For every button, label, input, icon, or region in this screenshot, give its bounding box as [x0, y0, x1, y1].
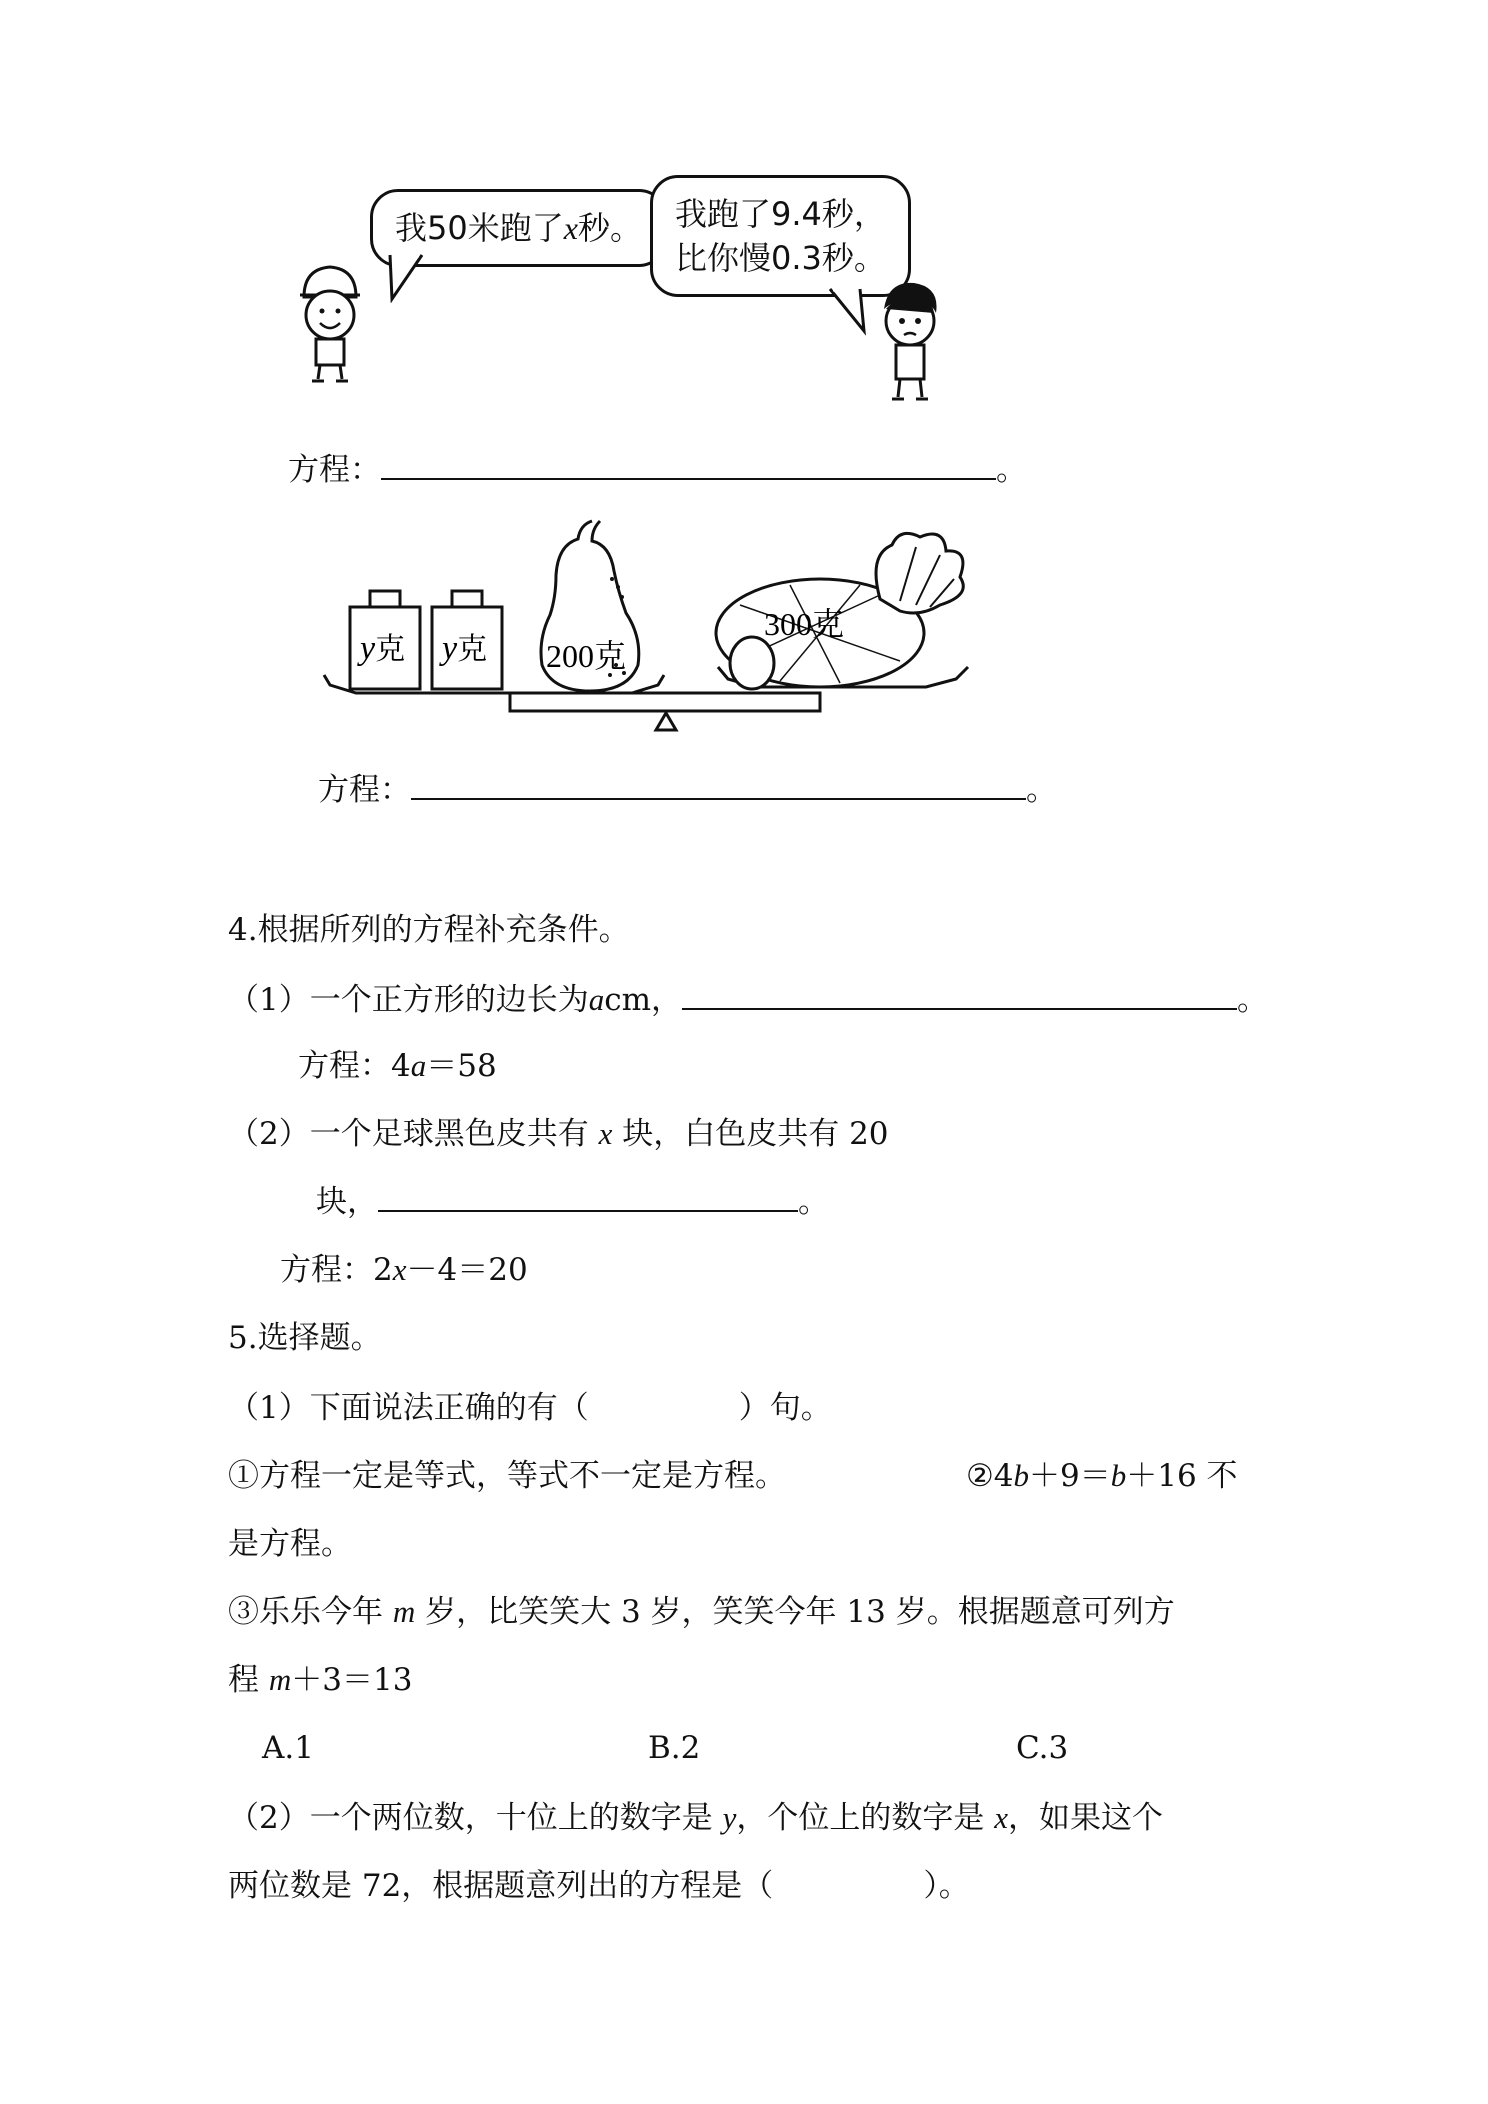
q4-sub1: （1）一个正方形的边长为acm， 。 — [228, 978, 1268, 1020]
bubble-tail-left — [388, 253, 428, 303]
q5-statement-1: ①方程一定是等式，等式不一定是方程。 — [228, 1458, 786, 1494]
q4-sub2-line2: 块， 。 — [316, 1180, 829, 1222]
answer-blank[interactable] — [682, 978, 1237, 1010]
option-a[interactable]: A.1 — [262, 1730, 314, 1766]
pear-label: 200克 — [546, 638, 627, 674]
answer-blank[interactable] — [381, 448, 996, 480]
equation-label: 方程： — [318, 772, 411, 808]
q5-sub1: （1）下面说法正确的有（ ）句。 — [228, 1390, 832, 1426]
q5-statement-2: ②4b＋9＝b＋16 不 — [966, 1458, 1238, 1494]
scale-beam — [510, 693, 820, 711]
svg-text:y克: y克 — [360, 630, 406, 667]
boy-icon — [870, 275, 950, 405]
q4-sub2-line1: （2）一个足球黑色皮共有 x 块，白色皮共有 20 — [228, 1116, 889, 1152]
equation-label: 方程： — [288, 452, 381, 488]
scene1-equation-row: 方程： 。 — [288, 448, 1027, 490]
speech-bubble-right: 我跑了9.4秒， 比你慢0.3秒。 — [650, 175, 911, 297]
q5-statement-3-cont: 程 m＋3＝13 — [228, 1662, 413, 1698]
boy-with-cap-icon — [290, 255, 370, 385]
answer-blank[interactable] — [411, 768, 1026, 800]
scale-pivot — [656, 713, 676, 730]
pineapple-label: 300克 — [764, 606, 845, 642]
scene2-equation-row: 方程： 。 — [318, 768, 1057, 810]
q5-statement-2-cont: 是方程。 — [228, 1526, 352, 1562]
svg-text:y克: y克 — [442, 630, 488, 667]
answer-blank[interactable] — [378, 1180, 798, 1212]
bubble-tail-right — [828, 287, 868, 337]
speech-bubble-left: 我50米跑了x秒。 — [370, 189, 667, 267]
q5-title: 5.选择题。 — [228, 1320, 382, 1356]
option-c[interactable]: C.3 — [1016, 1730, 1069, 1766]
q5-statement-3: ③乐乐今年 m 岁，比笑笑大 3 岁，笑笑今年 13 岁。根据题意可列方 — [228, 1594, 1175, 1630]
q5-sub2-line1: （2）一个两位数，十位上的数字是 y，个位上的数字是 x，如果这个 — [228, 1800, 1163, 1836]
q4-sub2-equation: 方程：2x－4＝20 — [280, 1252, 528, 1288]
q5-sub2-line2: 两位数是 72，根据题意列出的方程是（ ）。 — [228, 1868, 970, 1904]
scene-running-illustration — [290, 175, 990, 415]
option-b[interactable]: B.2 — [648, 1730, 701, 1766]
q4-title: 4.根据所列的方程补充条件。 — [228, 912, 630, 948]
q4-sub1-equation: 方程：4a＝58 — [298, 1048, 497, 1084]
balance-scale-illustration — [320, 515, 980, 745]
